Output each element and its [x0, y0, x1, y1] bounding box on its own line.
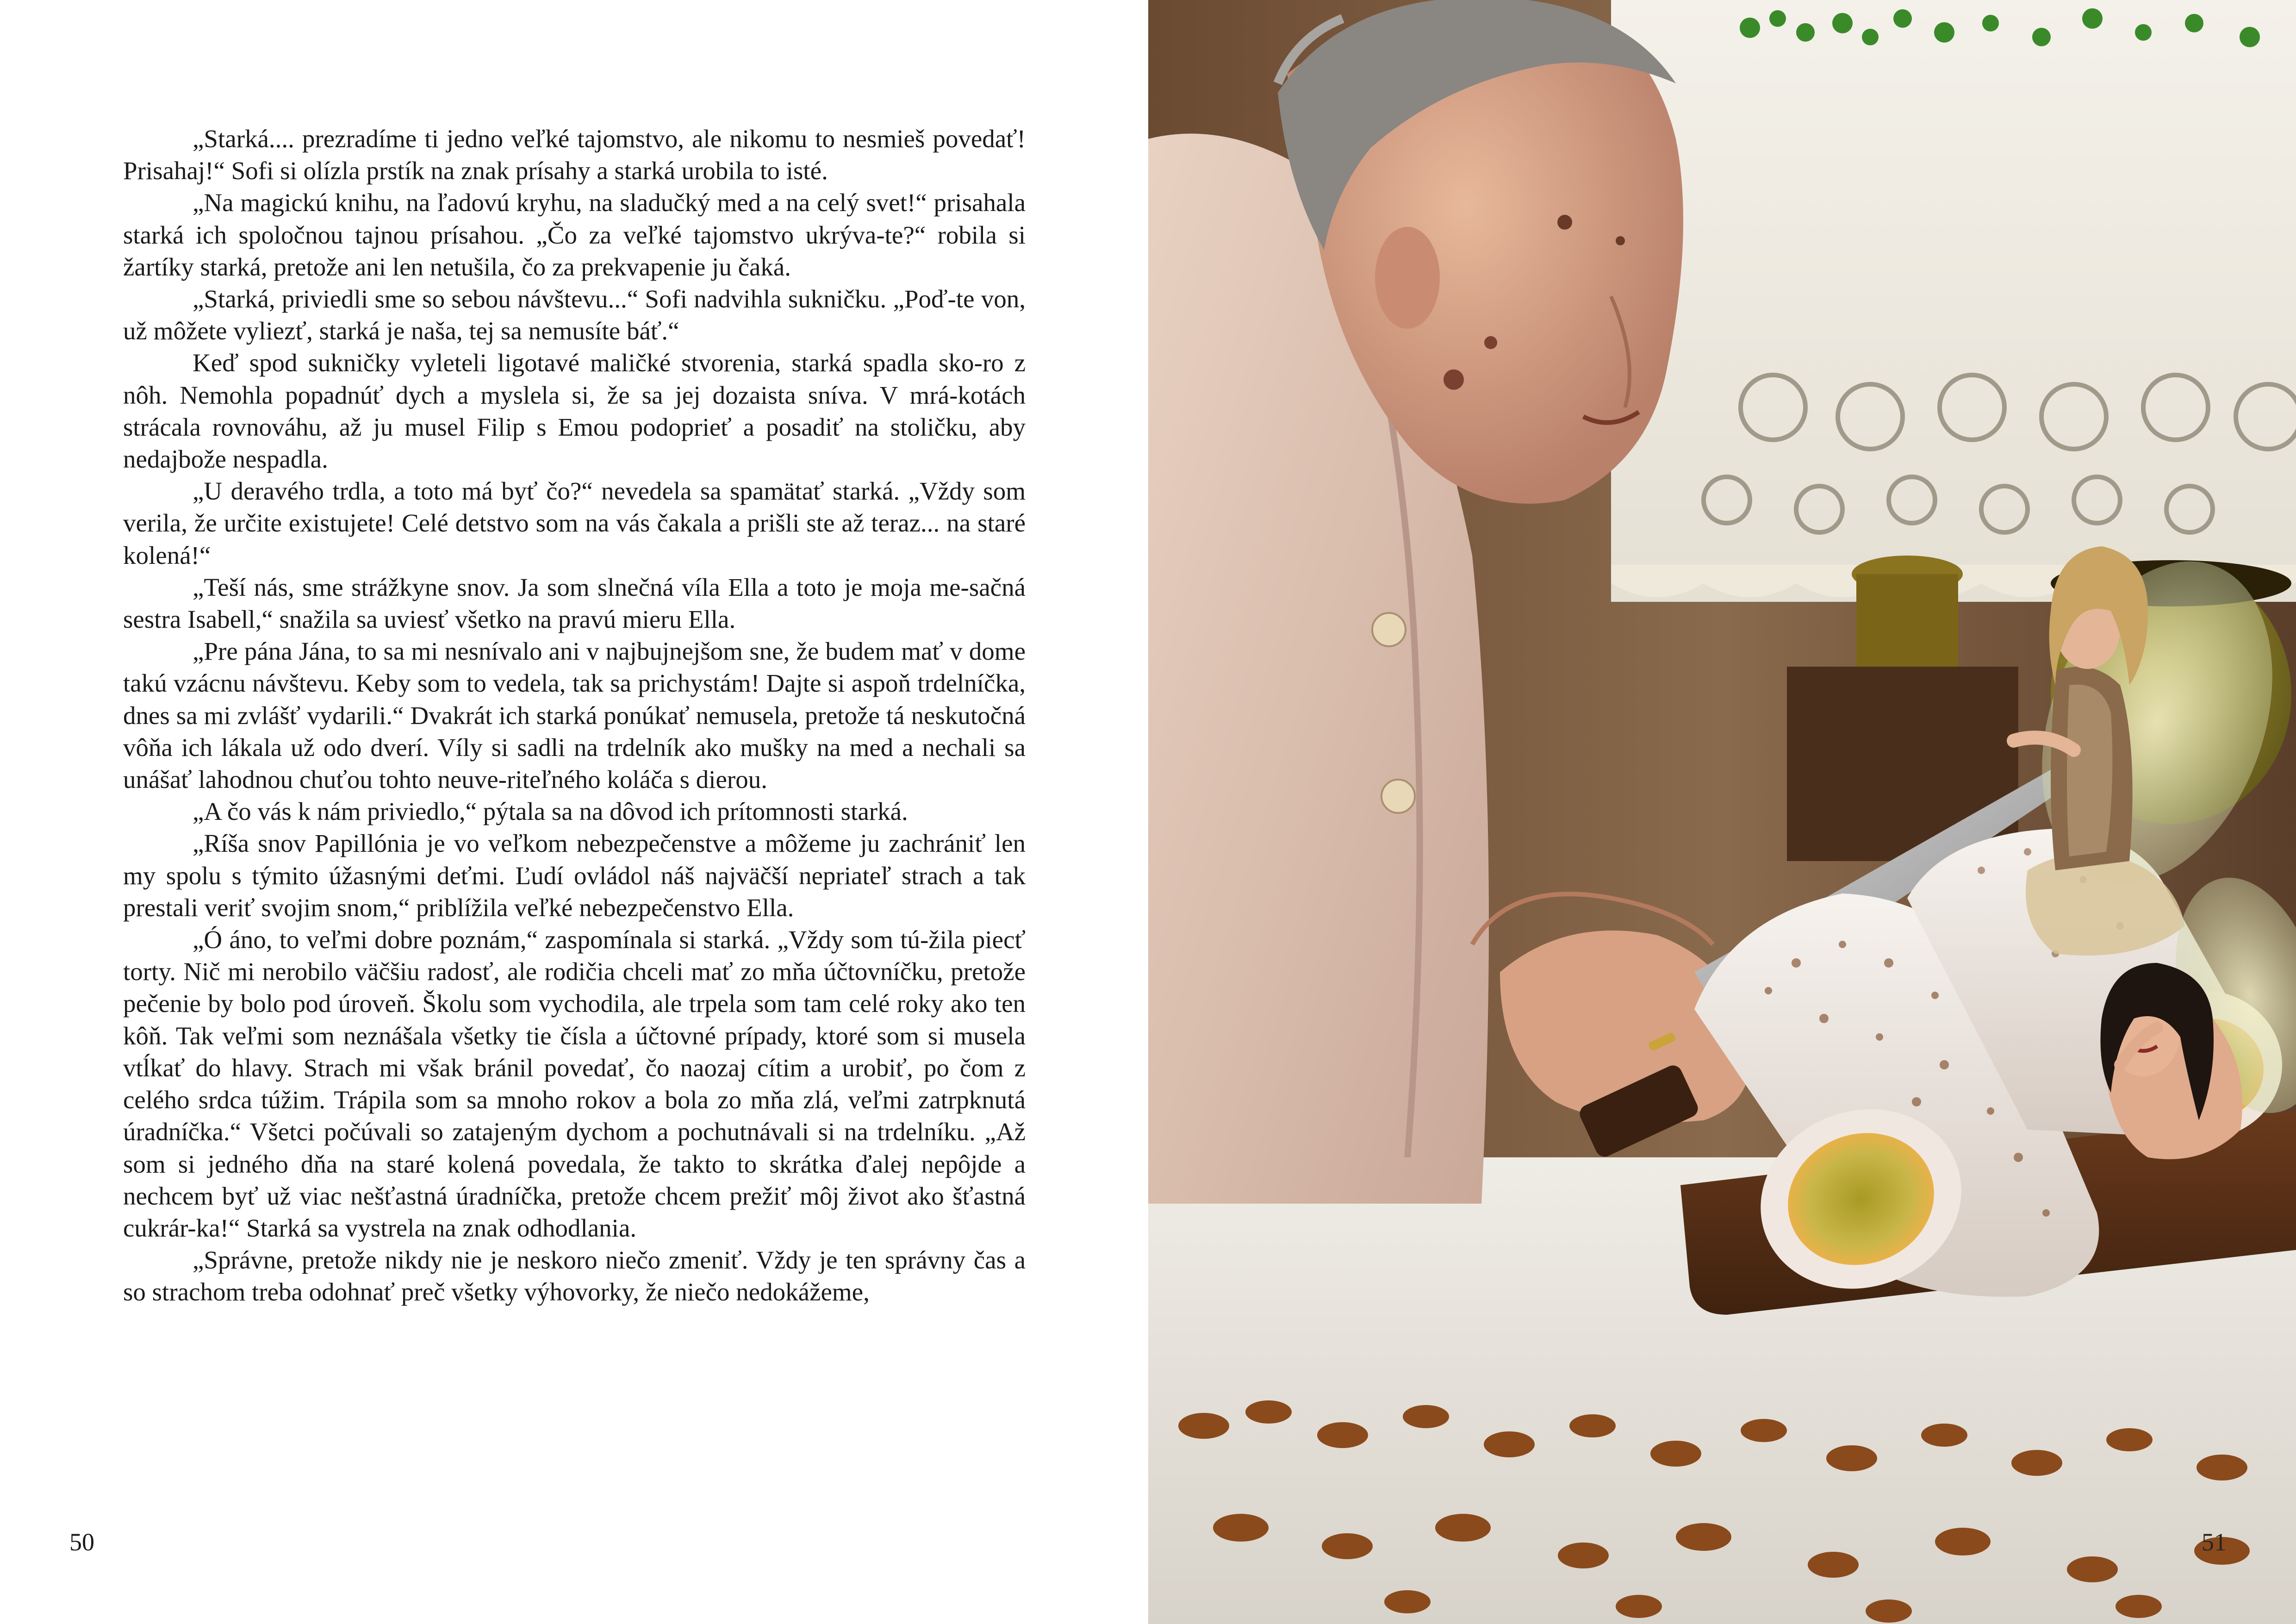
paragraph: „Pre pána Jána, to sa mi nesnívalo ani v najbujnejšom sne, že budem mať v dome takú vzácnu návštevu. Keby som to vedela, tak sa prichystám! Dajte si aspoň trdelníčka, dnes sa mi zvlášť vydarili.“ Dvakrát ich starká ponúkať nemusela, pretože tá neskutočná vôňa ich lákala už odo dverí. Víly si sadli na trdelník ako mušky na med a nechali sa unášať lahodnou chuťou tohto neuve-riteľného koláča s dierou.	[123, 637, 1026, 794]
paragraph: „Starká, priviedli sme so sebou návštevu...“ Sofi nadvihla sukničku. „Poď-te von, už môžete vyliezť, starká je naša, tej sa nemusíte báť.“	[123, 285, 1026, 345]
paragraph: Keď spod sukničky vyleteli ligotavé maličké stvorenia, starká spadla sko-ro z nôh. Nemohla popadnúť dych a myslela si, že sa jej dozaista sníva. V mrá-kotách strácala rovnováhu, až ju musel Filip s Emou podoprieť a posadiť na stoličku, aby nedajbože nespadla.	[123, 349, 1026, 474]
paragraph: „Starká.... prezradíme ti jedno veľké tajomstvo, ale nikomu to nesmieš povedať! Prisahaj!“ Sofi si olízla prstík na znak prísahy a starká urobila to isté.	[123, 125, 1026, 185]
paragraph: „Ó áno, to veľmi dobre poznám,“ zaspomínala si starká. „Vždy som tú-žila piecť torty. Nič mi nerobilo väčšiu radosť, ale rodičia chceli mať zo mňa účtovníčku, pretože pečenie by bolo pod úroveň. Školu som vychodila, ale trpela som tam celé roky ako ten kôň. Tak veľmi som neznášala všetky tie čísla a účtovné prípady, ktoré som si musela vtĺkať do hlavy. Strach mi však bránil povedať, čo naozaj cítim a urobiť, po čom z celého srdca túžim. Trápila som sa mnoho rokov a bola zo mňa zlá, veľmi zatrpknutá úradníčka.“ Všetci počúvali so zatajeným dychom a pochutnávali si na trdelníku. „Až som si jedného dňa na staré kolená povedala, že takto to skrátka ďalej nepôjde a nechcem byť už viac nešťastná úradníčka, pretože chcem prežiť môj život ako šťastná cukrár-ka!“ Starká sa vystrela na znak odhodlania.	[123, 925, 1026, 1242]
paragraph: „Teší nás, sme strážkyne snov. Ja som slnečná víla Ella a toto je moja me-sačná sestra Isabell,“ snažila sa uviesť všetko na pravú mieru Ella.	[123, 573, 1026, 634]
page-number-left: 50	[69, 1528, 94, 1556]
body-text	[123, 123, 1026, 1308]
page-number-right: 51	[2202, 1528, 2227, 1556]
paragraph: „A čo vás k nám priviedlo,“ pýtala sa na dôvod ich prítomnosti starká.	[193, 797, 908, 826]
paragraph: „Správne, pretože nikdy nie je neskoro niečo zmeniť. Vždy je ten správny čas a so strachom treba odohnať preč všetky výhovorky, že niečo nedokážeme,	[123, 1246, 1026, 1306]
illustration-photo	[1148, 0, 2296, 1624]
paragraph: „Ríša snov Papillónia je vo veľkom nebezpečenstve a môžeme ju zachrániť len my spolu s týmito úžasnými deťmi. Ľudí ovládol náš najväčší nepriateľ strach a tak prestali veriť svojim snom,“ priblížila veľké nebezpečenstvo Ella.	[123, 829, 1026, 922]
paragraph: „Na magickú knihu, na ľadovú kryhu, na sladučký med a na celý svet!“ prisahala starká ich spoločnou tajnou prísahou. „Čo za veľké tajomstvo ukrýva-te?“ robila si žartíky starká, pretože ani len netušila, čo za prekvapenie ju čaká.	[123, 188, 1026, 281]
paragraph: „U deravého trdla, a toto má byť čo?“ nevedela sa spamätať starká. „Vždy som verila, že určite existujete! Celé detstvo som na vás čakala a prišli ste až teraz... na staré kolená!“	[123, 477, 1026, 569]
right-page	[1148, 0, 2296, 1624]
